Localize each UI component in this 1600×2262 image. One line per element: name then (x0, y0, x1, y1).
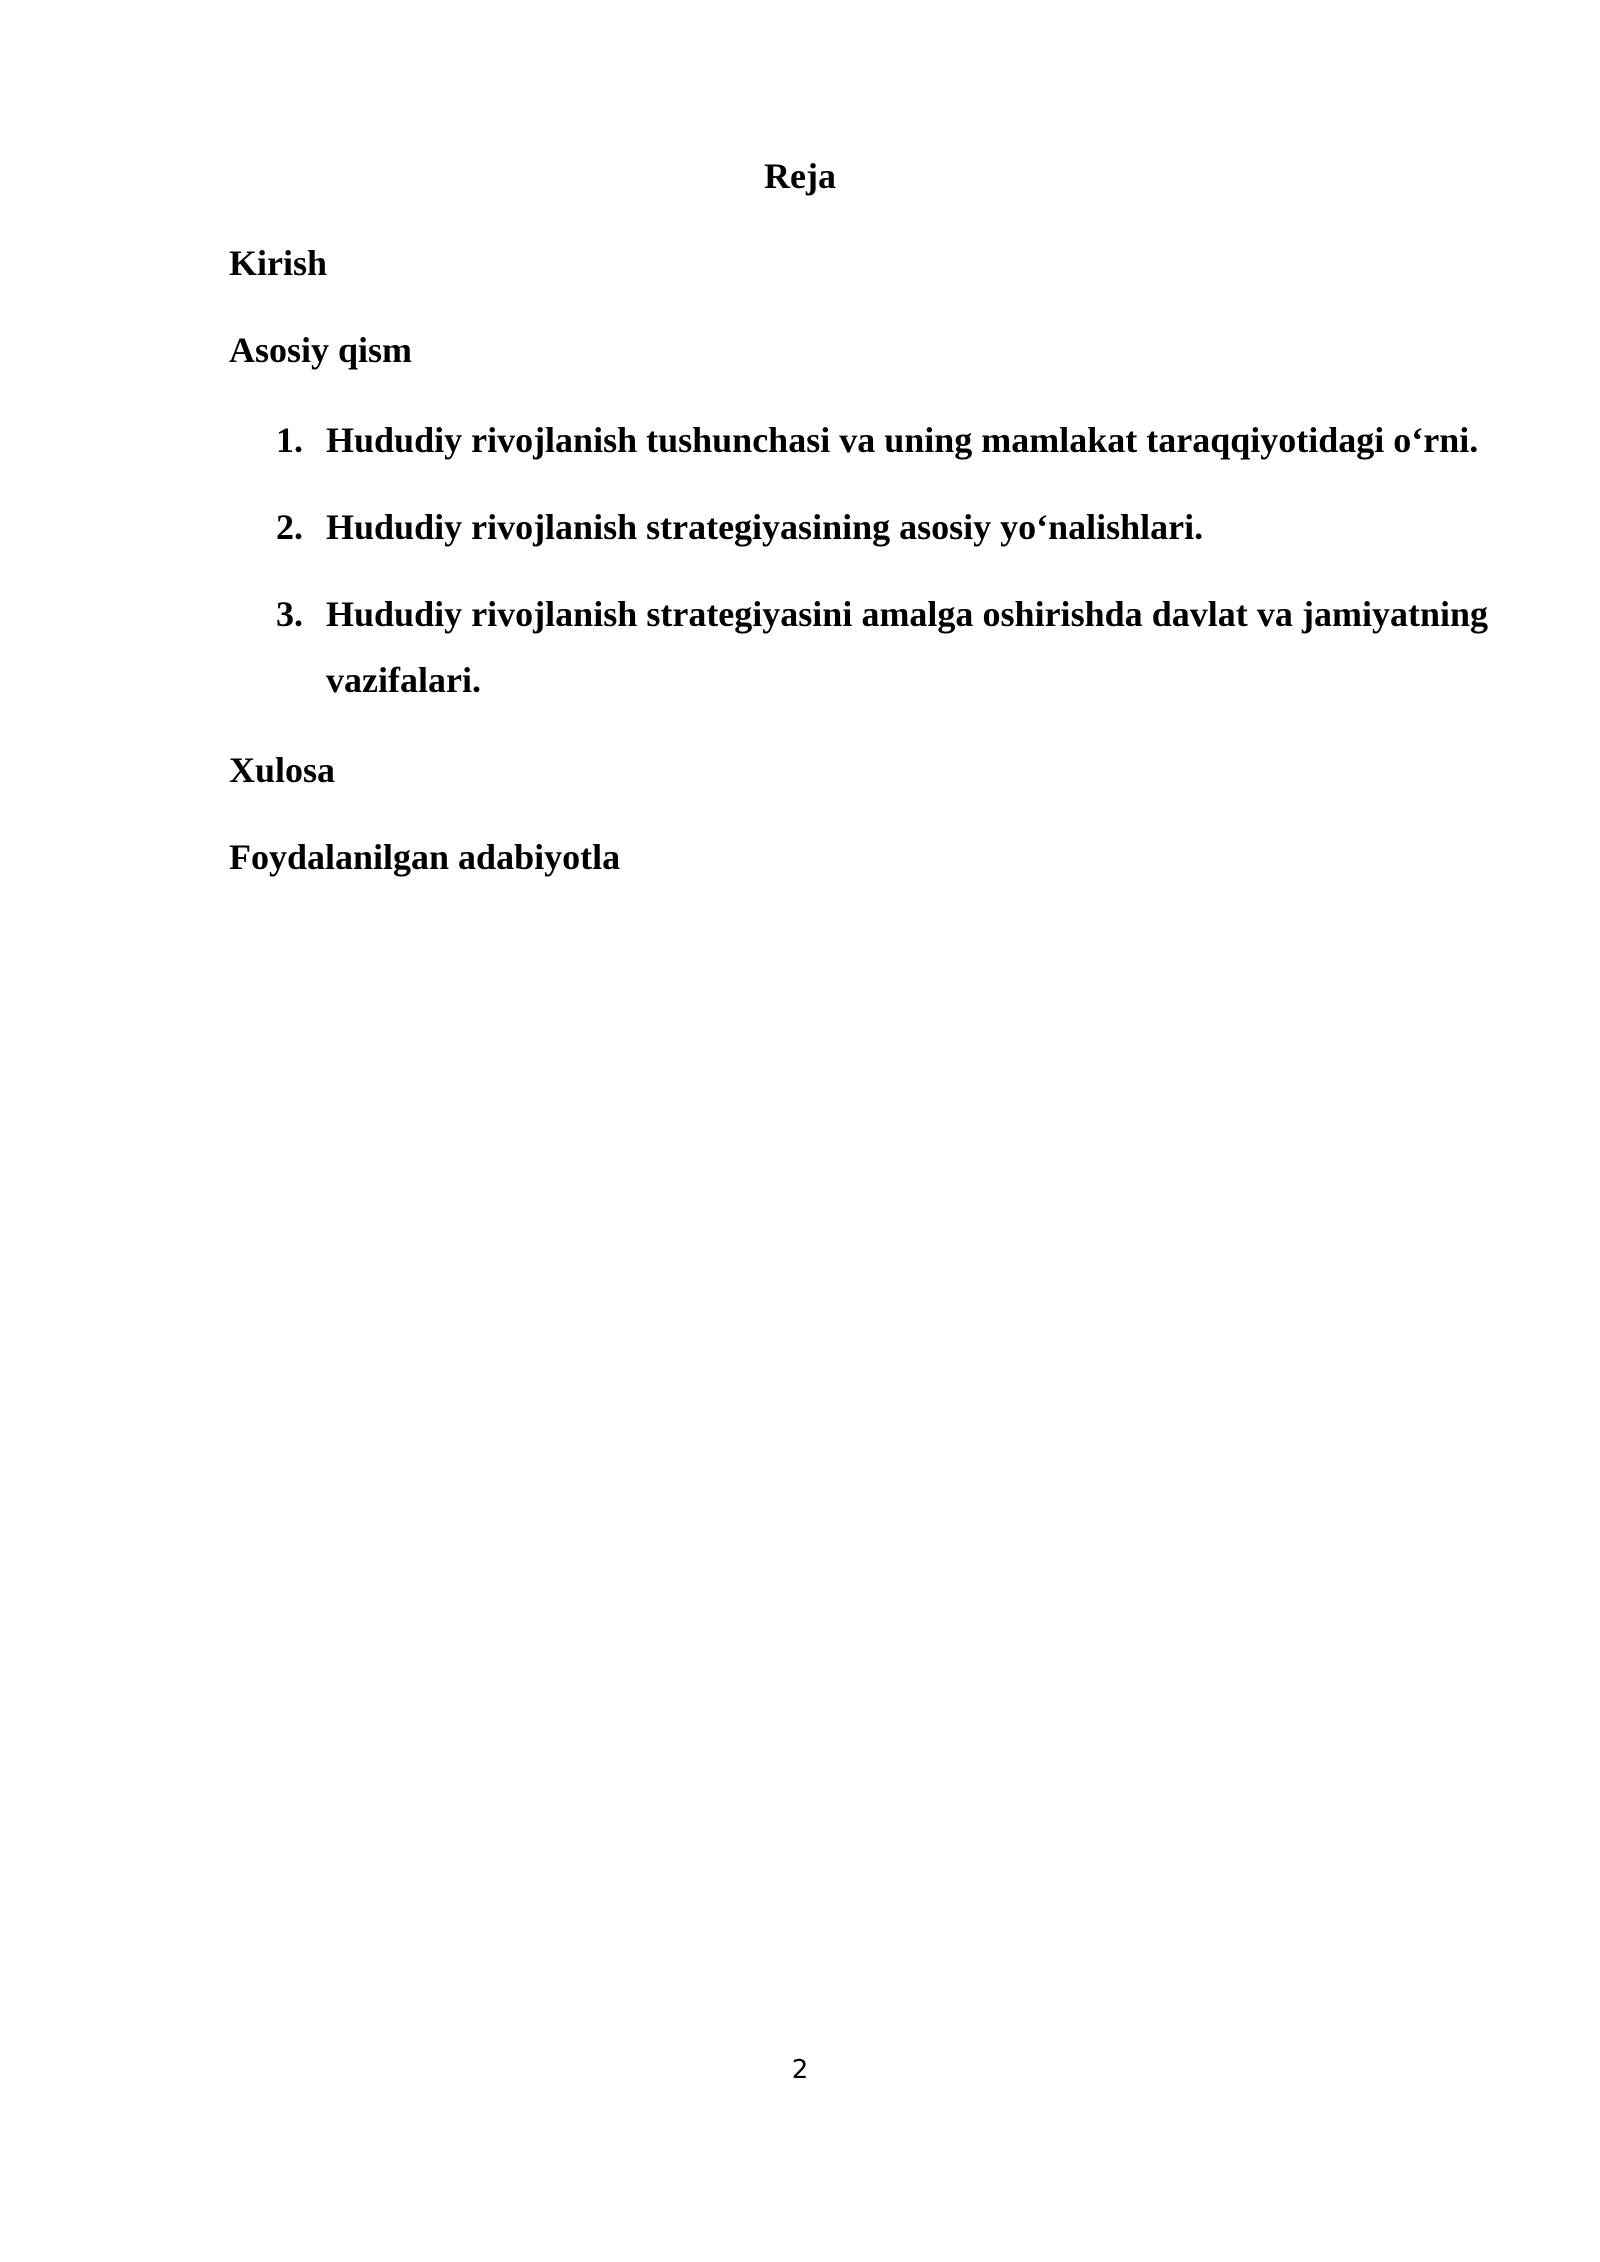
toc-item-number: 3. (276, 594, 303, 634)
heading-conclusion: Xulosa (229, 750, 336, 790)
heading-main-section: Asosiy qism (229, 330, 413, 370)
toc-item (229, 407, 1488, 473)
page-content (229, 146, 1488, 914)
toc-item-text: Hududiy rivojlanish tushunchasi va uning mamlakat taraqqiyotidagi o‘rni. (326, 420, 1479, 460)
heading-intro: Kirish (229, 243, 328, 283)
toc-item-number: 1. (276, 420, 303, 460)
page-number (0, 2052, 1600, 2088)
page-number-value: 2 (791, 2055, 809, 2085)
toc-item-number: 2. (276, 507, 303, 547)
toc-item-text: Hududiy rivojlanish strategiyasining asosiy yo‘nalishlari. (326, 507, 1204, 547)
heading-references: Foydalanilgan adabiyotla (229, 837, 621, 877)
toc-list (229, 407, 1488, 713)
toc-item (229, 581, 1488, 713)
toc-item (229, 494, 1488, 560)
document-title: Reja (764, 156, 836, 196)
toc-item-text: Hududiy rivojlanish strategiyasini amalga oshirishda davlat va jamiyatning vazifalari. (326, 594, 1488, 700)
